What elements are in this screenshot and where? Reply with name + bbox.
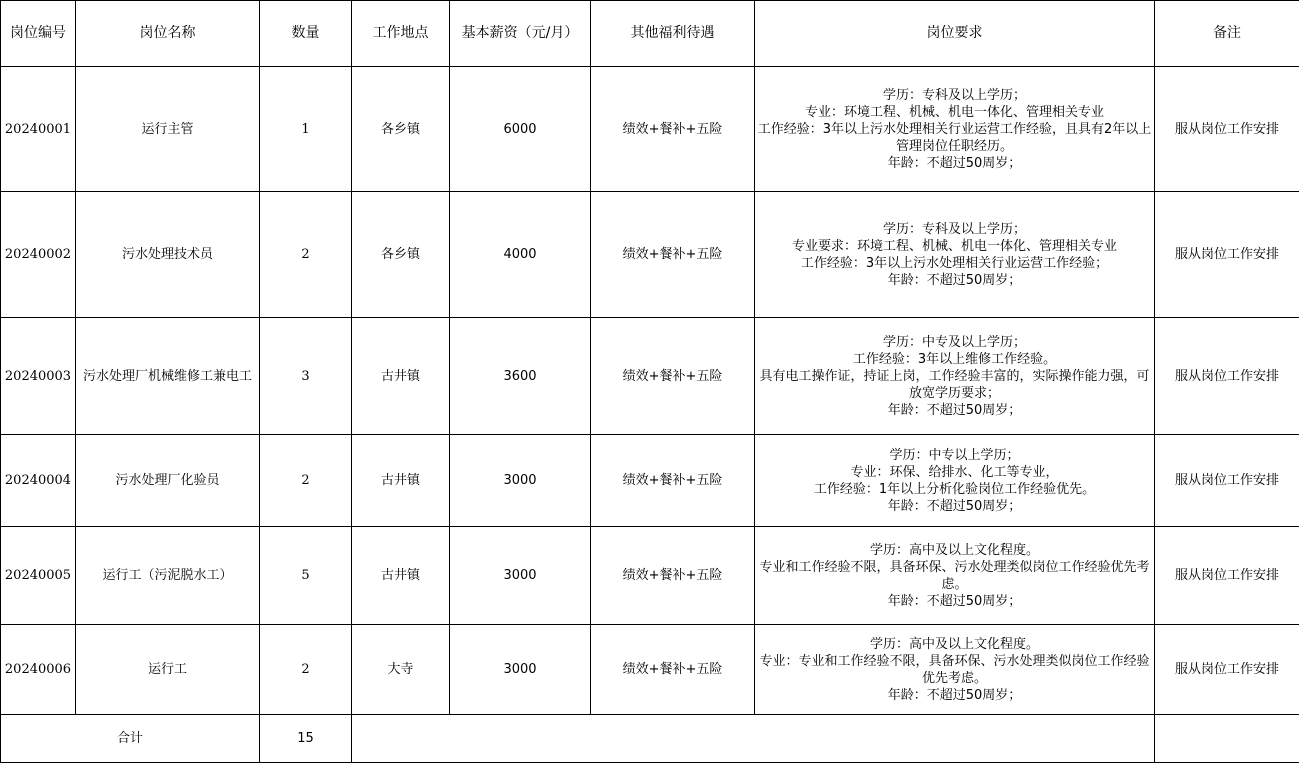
header-salary: 基本薪资（元/月）	[450, 1, 591, 67]
requirement-line: 学历：专科及以上学历；	[882, 87, 1026, 103]
requirements	[755, 435, 1155, 527]
base-salary: 3600	[450, 318, 591, 435]
header-benefits: 其他福利待遇	[591, 1, 755, 67]
table-row	[1, 625, 1299, 715]
remarks: 服从岗位工作安排	[1155, 67, 1299, 192]
position-count: 5	[260, 527, 352, 625]
position-name: 运行工（污泥脱水工）	[76, 527, 260, 625]
position-name: 运行主管	[76, 67, 260, 192]
total-label: 合计	[1, 715, 260, 763]
header-position-name: 岗位名称	[76, 1, 260, 67]
requirement-line: 工作经验：3年以上污水处理相关行业运营工作经验；	[800, 255, 1109, 271]
base-salary: 6000	[450, 67, 591, 192]
total-remarks-empty	[1155, 715, 1299, 763]
requirement-line: 学历：高中及以上文化程度。	[869, 542, 1039, 558]
position-count: 2	[260, 625, 352, 715]
position-id: 20240003	[1, 318, 76, 435]
position-id: 20240004	[1, 435, 76, 527]
header-remarks: 备注	[1155, 1, 1299, 67]
remarks: 服从岗位工作安排	[1155, 527, 1299, 625]
position-name: 运行工	[76, 625, 260, 715]
table-row	[1, 318, 1299, 435]
position-count: 2	[260, 192, 352, 318]
total-empty-cell	[352, 715, 1155, 763]
work-location: 古井镇	[352, 527, 450, 625]
base-salary: 3000	[450, 435, 591, 527]
benefits: 绩效+餐补+五险	[591, 625, 755, 715]
benefits: 绩效+餐补+五险	[591, 435, 755, 527]
benefits: 绩效+餐补+五险	[591, 192, 755, 318]
requirement-line: 具有电工操作证，持证上岗，工作经验丰富的，实际操作能力强，可放宽学历要求；	[759, 368, 1150, 401]
work-location: 古井镇	[352, 435, 450, 527]
requirement-line: 工作经验：1年以上分析化验岗位工作经验优先。	[813, 481, 1096, 497]
requirement-line: 年龄：不超过50周岁；	[887, 498, 1022, 514]
table-row	[1, 67, 1299, 192]
table-row	[1, 435, 1299, 527]
requirement-line: 学历：专科及以上学历；	[882, 221, 1026, 237]
benefits: 绩效+餐补+五险	[591, 318, 755, 435]
header-position-id: 岗位编号	[1, 1, 76, 67]
requirements	[755, 67, 1155, 192]
base-salary: 3000	[450, 625, 591, 715]
requirement-line: 年龄：不超过50周岁；	[887, 687, 1022, 703]
table-header-row	[1, 1, 1299, 67]
requirement-line: 年龄：不超过50周岁；	[887, 155, 1022, 171]
remarks: 服从岗位工作安排	[1155, 192, 1299, 318]
remarks: 服从岗位工作安排	[1155, 318, 1299, 435]
work-location: 古井镇	[352, 318, 450, 435]
position-name: 污水处理厂化验员	[76, 435, 260, 527]
work-location: 大寺	[352, 625, 450, 715]
total-count: 15	[260, 715, 352, 763]
requirement-line: 学历：中专以上学历；	[889, 447, 1020, 463]
requirement-line: 年龄：不超过50周岁；	[887, 402, 1022, 418]
requirement-line: 专业和工作经验不限，具备环保、污水处理类似岗位工作经验优先考虑。	[759, 559, 1150, 592]
position-name: 污水处理厂机械维修工兼电工	[76, 318, 260, 435]
position-id: 20240002	[1, 192, 76, 318]
position-count: 1	[260, 67, 352, 192]
requirement-line: 年龄：不超过50周岁；	[887, 272, 1022, 288]
header-requirements: 岗位要求	[755, 1, 1155, 67]
position-id: 20240006	[1, 625, 76, 715]
requirements	[755, 625, 1155, 715]
work-location: 各乡镇	[352, 67, 450, 192]
total-row	[1, 715, 1299, 763]
requirement-line: 专业：专业和工作经验不限，具备环保、污水处理类似岗位工作经验优先考虑。	[759, 653, 1150, 686]
header-count: 数量	[260, 1, 352, 67]
position-id: 20240005	[1, 527, 76, 625]
requirement-line: 专业要求：环境工程、机械、机电一体化、管理相关专业	[791, 238, 1117, 254]
position-count: 3	[260, 318, 352, 435]
requirement-line: 学历：高中及以上文化程度。	[869, 636, 1039, 652]
requirements	[755, 318, 1155, 435]
requirement-line: 工作经验：3年以上维修工作经验。	[852, 351, 1057, 367]
work-location: 各乡镇	[352, 192, 450, 318]
position-count: 2	[260, 435, 352, 527]
table-row	[1, 527, 1299, 625]
requirement-line: 年龄：不超过50周岁；	[887, 593, 1022, 609]
position-name: 污水处理技术员	[76, 192, 260, 318]
table-row	[1, 192, 1299, 318]
base-salary: 4000	[450, 192, 591, 318]
position-id: 20240001	[1, 67, 76, 192]
header-location: 工作地点	[352, 1, 450, 67]
requirement-line: 学历：中专及以上学历；	[882, 334, 1026, 350]
remarks: 服从岗位工作安排	[1155, 625, 1299, 715]
requirements	[755, 527, 1155, 625]
benefits: 绩效+餐补+五险	[591, 67, 755, 192]
base-salary: 3000	[450, 527, 591, 625]
requirement-line: 专业：环保、给排水、化工等专业，	[850, 464, 1059, 480]
requirements	[755, 192, 1155, 318]
requirement-line: 工作经验：3年以上污水处理相关行业运营工作经验，且具有2年以上管理岗位任职经历。	[757, 121, 1152, 154]
benefits: 绩效+餐补+五险	[591, 527, 755, 625]
remarks: 服从岗位工作安排	[1155, 435, 1299, 527]
requirement-line: 专业：环境工程、机械、机电一体化、管理相关专业	[804, 104, 1104, 120]
